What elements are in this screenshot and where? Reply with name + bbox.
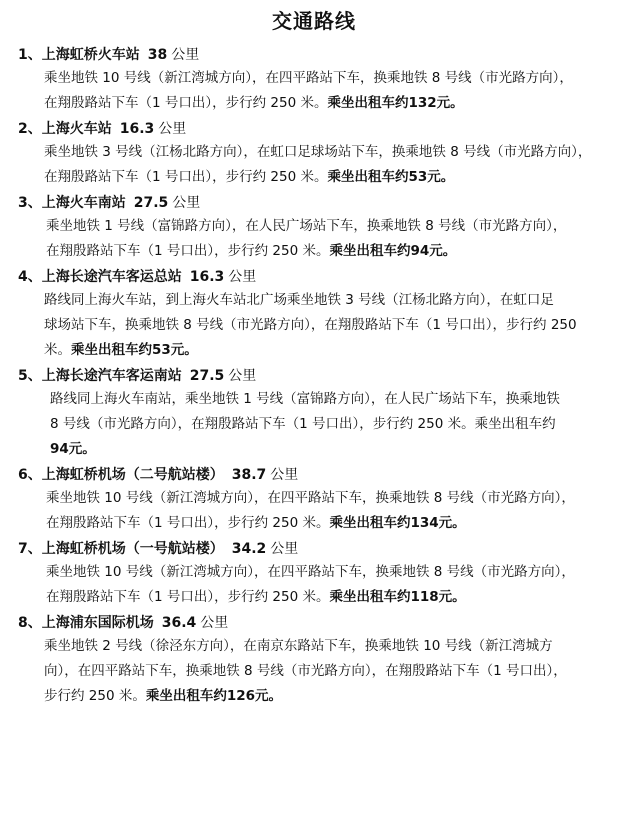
route-text-line: 8 号线（市光路方向），在翔殷路站下车（1 号口出），步行约 250 米。乘坐出租车约 bbox=[50, 416, 556, 432]
route-section bbox=[18, 612, 610, 709]
route-text-line: 乘坐地铁 10 号线（新江湾城方向），在四平路站下车，换乘地铁 8 号线（市光路方向）， bbox=[44, 70, 573, 86]
route-origin: 上海长途汽车客运南站 bbox=[41, 368, 182, 384]
route-section bbox=[18, 365, 610, 462]
route-distance: 27.5 bbox=[133, 195, 169, 211]
route-origin: 上海火车站 bbox=[41, 121, 112, 137]
route-distance-unit: 公里 bbox=[171, 47, 200, 63]
route-heading bbox=[18, 365, 610, 387]
taxi-fare-unit: 元。 bbox=[438, 589, 466, 605]
route-distance: 38 bbox=[147, 47, 168, 63]
route-distance-unit: 公里 bbox=[270, 541, 299, 557]
route-text-line bbox=[44, 165, 610, 190]
route-section bbox=[18, 44, 610, 116]
route-text-line bbox=[46, 585, 610, 610]
route-distance: 34.2 bbox=[231, 541, 267, 557]
taxi-fare-label: 乘坐出租车约 bbox=[327, 169, 409, 185]
route-heading bbox=[18, 192, 610, 214]
route-heading bbox=[18, 266, 610, 288]
taxi-fare-unit: 元。 bbox=[429, 243, 457, 259]
route-description bbox=[18, 66, 610, 116]
route-description bbox=[18, 214, 610, 264]
taxi-fare-unit: 元。 bbox=[436, 95, 464, 111]
route-origin: 上海虹桥火车站 bbox=[41, 47, 140, 63]
taxi-fare-label: 乘坐出租车约 bbox=[329, 589, 411, 605]
route-text-line: 向），在四平路站下车，换乘地铁 8 号线（市光路方向），在翔殷路站下车（1 号口出）， bbox=[44, 663, 567, 679]
route-description bbox=[18, 140, 610, 190]
route-distance-unit: 公里 bbox=[172, 195, 201, 211]
route-number: 8、 bbox=[18, 615, 42, 631]
route-number: 7、 bbox=[18, 541, 42, 557]
taxi-fare-label: 乘坐出租车约 bbox=[145, 688, 227, 704]
route-number: 1、 bbox=[18, 47, 42, 63]
route-description bbox=[18, 387, 610, 462]
route-list bbox=[18, 44, 610, 709]
route-number: 6、 bbox=[18, 467, 42, 483]
route-distance-unit: 公里 bbox=[158, 121, 187, 137]
route-text-line bbox=[50, 437, 610, 462]
taxi-fare-value: 53 bbox=[408, 169, 428, 185]
taxi-fare-value: 118 bbox=[410, 589, 439, 605]
route-section bbox=[18, 464, 610, 536]
route-text-line: 乘坐地铁 3 号线（江杨北路方向），在虹口足球场站下车，换乘地铁 8 号线（市光路方向）， bbox=[44, 144, 592, 160]
route-number: 4、 bbox=[18, 269, 42, 285]
route-section bbox=[18, 538, 610, 610]
taxi-fare-unit: 元。 bbox=[255, 688, 283, 704]
taxi-fare-unit: 元。 bbox=[427, 169, 455, 185]
route-distance: 38.7 bbox=[231, 467, 267, 483]
route-distance-unit: 公里 bbox=[228, 269, 257, 285]
route-origin: 上海长途汽车客运总站 bbox=[41, 269, 182, 285]
route-text-line bbox=[46, 239, 610, 264]
taxi-fare-value: 134 bbox=[410, 515, 439, 531]
route-heading bbox=[18, 118, 610, 140]
route-heading bbox=[18, 538, 610, 560]
route-text-line bbox=[44, 684, 610, 709]
route-walk-text: 米。 bbox=[44, 342, 71, 358]
route-text-line bbox=[46, 511, 610, 536]
route-distance: 27.5 bbox=[189, 368, 225, 384]
route-heading bbox=[18, 44, 610, 66]
route-origin: 上海浦东国际机场 bbox=[41, 615, 154, 631]
route-origin: 上海虹桥机场（二号航站楼） bbox=[41, 467, 224, 483]
route-distance-unit: 公里 bbox=[200, 615, 229, 631]
route-section bbox=[18, 266, 610, 363]
route-description bbox=[18, 634, 610, 709]
route-section bbox=[18, 192, 610, 264]
taxi-fare-unit: 元。 bbox=[170, 342, 198, 358]
route-number: 5、 bbox=[18, 368, 42, 384]
route-distance: 16.3 bbox=[119, 121, 155, 137]
route-description bbox=[18, 560, 610, 610]
route-number: 3、 bbox=[18, 195, 42, 211]
taxi-fare-value: 94 bbox=[410, 243, 430, 259]
taxi-fare-unit: 元。 bbox=[438, 515, 466, 531]
route-heading bbox=[18, 612, 610, 634]
route-walk-text: 在翔殷路站下车（1 号口出），步行约 250 米。 bbox=[46, 589, 330, 605]
route-text-line bbox=[44, 91, 610, 116]
route-text-line: 乘坐地铁 2 号线（徐泾东方向），在南京东路站下车，换乘地铁 10 号线（新江湾城方 bbox=[44, 638, 553, 654]
route-text-line bbox=[44, 338, 610, 363]
route-text-line: 乘坐地铁 10 号线（新江湾城方向），在四平路站下车，换乘地铁 8 号线（市光路方向）， bbox=[46, 564, 575, 580]
route-text-line: 乘坐地铁 1 号线（富锦路方向），在人民广场站下车，换乘地铁 8 号线（市光路方向）， bbox=[46, 218, 567, 234]
route-origin: 上海虹桥机场（一号航站楼） bbox=[41, 541, 224, 557]
route-description bbox=[18, 288, 610, 363]
route-distance: 16.3 bbox=[189, 269, 225, 285]
route-origin: 上海火车南站 bbox=[41, 195, 126, 211]
route-text-line: 乘坐地铁 10 号线（新江湾城方向），在四平路站下车，换乘地铁 8 号线（市光路方向）， bbox=[46, 490, 575, 506]
route-distance-unit: 公里 bbox=[228, 368, 257, 384]
route-distance: 36.4 bbox=[161, 615, 197, 631]
route-walk-text: 步行约 250 米。 bbox=[44, 688, 146, 704]
route-description bbox=[18, 486, 610, 536]
taxi-fare-value: 126 bbox=[226, 688, 256, 704]
taxi-fare-label: 乘坐出租车约 bbox=[329, 243, 411, 259]
route-walk-text: 在翔殷路站下车（1 号口出），步行约 250 米。 bbox=[44, 169, 328, 185]
taxi-fare-value: 132 bbox=[408, 95, 437, 111]
route-section bbox=[18, 118, 610, 190]
route-text-line: 路线同上海火车南站，乘坐地铁 1 号线（富锦路方向），在人民广场站下车，换乘地铁 bbox=[50, 391, 560, 407]
route-heading bbox=[18, 464, 610, 486]
route-walk-text: 在翔殷路站下车（1 号口出），步行约 250 米。 bbox=[44, 95, 328, 111]
taxi-fare-unit: 元。 bbox=[68, 441, 96, 457]
route-text-line: 球场站下车，换乘地铁 8 号线（市光路方向），在翔殷路站下车（1 号口出），步行约 250 bbox=[44, 317, 577, 333]
route-walk-text: 在翔殷路站下车（1 号口出），步行约 250 米。 bbox=[46, 243, 330, 259]
taxi-fare-label: 乘坐出租车约 bbox=[71, 342, 152, 358]
taxi-fare-label: 乘坐出租车约 bbox=[327, 95, 409, 111]
taxi-fare-value: 94 bbox=[50, 441, 69, 457]
page-title: 交通路线 bbox=[272, 9, 356, 33]
route-number: 2、 bbox=[18, 121, 42, 137]
route-distance-unit: 公里 bbox=[270, 467, 299, 483]
route-walk-text: 在翔殷路站下车（1 号口出），步行约 250 米。 bbox=[46, 515, 330, 531]
taxi-fare-value: 53 bbox=[152, 342, 171, 358]
route-text-line: 路线同上海火车站，到上海火车站北广场乘坐地铁 3 号线（江杨北路方向），在虹口足 bbox=[44, 292, 554, 308]
taxi-fare-label: 乘坐出租车约 bbox=[329, 515, 411, 531]
